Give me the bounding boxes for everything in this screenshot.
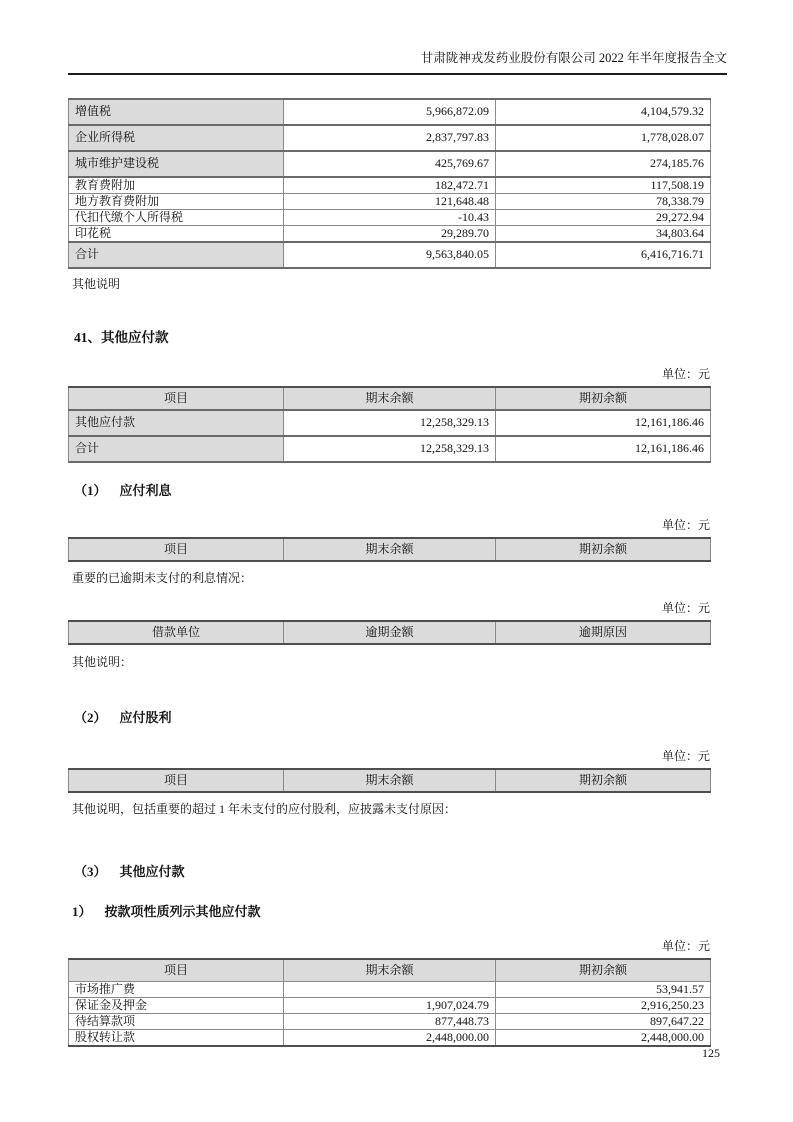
unit-label: 单位：元 [661, 749, 710, 763]
item-cell: 增值税 [69, 99, 284, 125]
beginning-balance-cell: 117,508.19 [496, 177, 711, 194]
beginning-balance-cell: 897,647.22 [496, 1014, 711, 1030]
beginning-balance-cell: 29,272.94 [496, 210, 711, 226]
table-row [69, 210, 711, 226]
beginning-balance-cell: 2,916,250.23 [496, 998, 711, 1014]
subsection-3-1-number: 1） [72, 904, 92, 919]
item-cell: 地方教育费附加 [69, 194, 284, 210]
beginning-balance-cell: 34,803.64 [496, 226, 711, 243]
unit-label: 单位：元 [661, 367, 710, 381]
col-header-item: 项目 [69, 538, 284, 561]
dividends-payable-table [68, 768, 711, 793]
other-note-text: 其他说明 [72, 277, 121, 291]
beginning-balance-cell: 78,338.79 [496, 194, 711, 210]
table-row [69, 194, 711, 210]
beginning-balance-cell: 274,185.76 [496, 151, 711, 177]
item-cell: 代扣代缴个人所得税 [69, 210, 284, 226]
other-payables-summary-table [68, 386, 711, 463]
table-row [69, 226, 711, 243]
ending-balance-cell: 9,563,840.05 [284, 242, 496, 268]
table-header-row [69, 769, 711, 792]
ending-balance-cell: 877,448.73 [284, 1014, 496, 1030]
item-cell: 股权转让款 [69, 1030, 284, 1047]
ending-balance-cell: -10.43 [284, 210, 496, 226]
col-header-item: 项目 [69, 387, 284, 410]
page-number: 125 [702, 1046, 720, 1060]
subsection-2-number: （2） [74, 710, 107, 725]
interest-payable-table [68, 537, 711, 562]
section-41-title: 41、其他应付款 [74, 330, 169, 345]
other-payables-by-nature-table [68, 958, 711, 1047]
taxes-payable-table [68, 98, 711, 269]
dividend-note-text: 其他说明，包括重要的超过 1 年未支付的应付股利，应披露未支付原因： [72, 802, 457, 816]
beginning-balance-cell: 53,941.57 [496, 982, 711, 998]
col-header-ending: 期末余额 [284, 959, 496, 982]
subsection-3-number: （3） [74, 864, 107, 879]
ending-balance-cell: 425,769.67 [284, 151, 496, 177]
table-row [69, 1030, 711, 1047]
beginning-balance-cell: 2,448,000.00 [496, 1030, 711, 1047]
beginning-balance-cell: 6,416,716.71 [496, 242, 711, 268]
ending-balance-cell: 12,258,329.13 [284, 436, 496, 462]
subsection-1-title [74, 482, 710, 500]
table-row [69, 125, 711, 151]
table-header-row [69, 621, 711, 644]
item-cell: 合计 [69, 242, 284, 268]
beginning-balance-cell: 12,161,186.46 [496, 436, 711, 462]
subsection-3-1-label: 按款项性质列示其他应付款 [104, 904, 261, 919]
item-cell: 企业所得税 [69, 125, 284, 151]
table-row [69, 99, 711, 125]
other-note-colon-text: 其他说明： [72, 655, 133, 669]
table-total-row [69, 242, 711, 268]
running-header [68, 0, 727, 75]
table-row [69, 998, 711, 1014]
subsection-2-title [74, 709, 710, 727]
item-cell: 合计 [69, 436, 284, 462]
item-cell: 印花税 [69, 226, 284, 243]
beginning-balance-cell: 4,104,579.32 [496, 99, 711, 125]
ending-balance-cell: 2,837,797.83 [284, 125, 496, 151]
col-header-item: 项目 [69, 769, 284, 792]
ending-balance-cell [284, 982, 496, 998]
table-header-row [69, 538, 711, 561]
item-cell: 城市维护建设税 [69, 151, 284, 177]
table-total-row [69, 436, 711, 462]
col-header-overdue-amount: 逾期金额 [284, 621, 496, 644]
col-header-overdue-reason: 逾期原因 [496, 621, 711, 644]
ending-balance-cell: 121,648.48 [284, 194, 496, 210]
table-header-row [69, 959, 711, 982]
overdue-interest-intro: 重要的已逾期未支付的利息情况： [72, 571, 253, 585]
ending-balance-cell: 5,966,872.09 [284, 99, 496, 125]
unit-label: 单位：元 [661, 939, 710, 953]
col-header-ending: 期末余额 [284, 538, 496, 561]
ending-balance-cell: 12,258,329.13 [284, 410, 496, 436]
table-row [69, 410, 711, 436]
col-header-beginning: 期初余额 [496, 387, 711, 410]
subsection-1-label: 应付利息 [119, 483, 172, 498]
beginning-balance-cell: 12,161,186.46 [496, 410, 711, 436]
unit-label: 单位：元 [661, 518, 710, 532]
item-cell: 教育费附加 [69, 177, 284, 194]
table-row [69, 982, 711, 998]
subsection-2-label: 应付股利 [119, 710, 172, 725]
subsection-3-label: 其他应付款 [119, 864, 185, 879]
col-header-item: 项目 [69, 959, 284, 982]
item-cell: 其他应付款 [69, 410, 284, 436]
table-row [69, 177, 711, 194]
unit-label: 单位：元 [661, 601, 710, 615]
subsection-3-1-title [72, 903, 710, 921]
item-cell: 待结算款项 [69, 1014, 284, 1030]
page-content [68, 98, 710, 1047]
item-cell: 保证金及押金 [69, 998, 284, 1014]
col-header-beginning: 期初余额 [496, 959, 711, 982]
table-row [69, 1014, 711, 1030]
col-header-borrower: 借款单位 [69, 621, 284, 644]
table-row [69, 151, 711, 177]
subsection-3-title [74, 863, 710, 881]
ending-balance-cell: 182,472.71 [284, 177, 496, 194]
table-header-row [69, 387, 711, 410]
col-header-beginning: 期初余额 [496, 538, 711, 561]
subsection-1-number: （1） [74, 483, 107, 498]
ending-balance-cell: 2,448,000.00 [284, 1030, 496, 1047]
col-header-ending: 期末余额 [284, 769, 496, 792]
ending-balance-cell: 29,289.70 [284, 226, 496, 243]
ending-balance-cell: 1,907,024.79 [284, 998, 496, 1014]
col-header-beginning: 期初余额 [496, 769, 711, 792]
overdue-interest-table [68, 620, 711, 645]
col-header-ending: 期末余额 [284, 387, 496, 410]
report-title: 甘肃陇神戎发药业股份有限公司 2022 年半年度报告全文 [420, 51, 727, 65]
beginning-balance-cell: 1,778,028.07 [496, 125, 711, 151]
item-cell: 市场推广费 [69, 982, 284, 998]
